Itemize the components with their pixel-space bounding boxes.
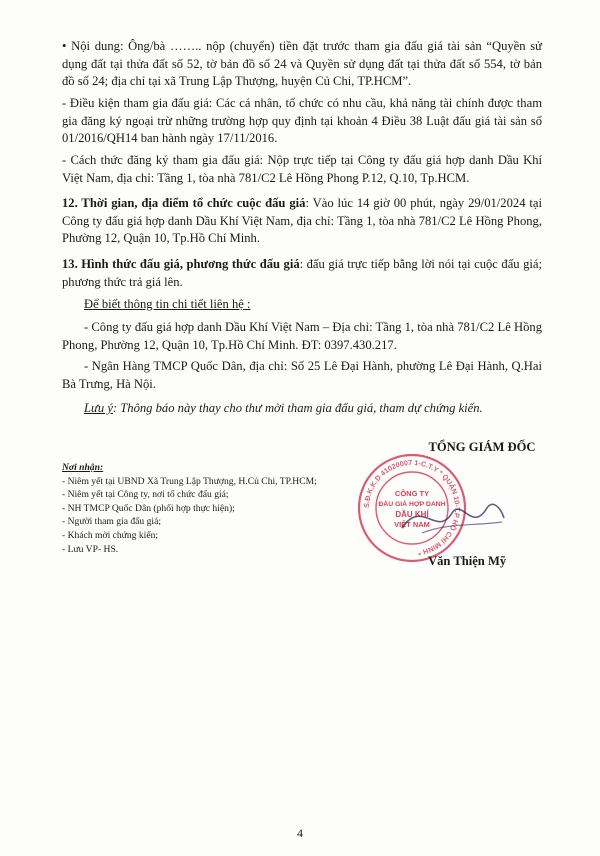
recipient-item: - NH TMCP Quốc Dân (phối hợp thực hiện);: [62, 502, 235, 514]
seal-line-4: VIỆT NAM: [394, 520, 430, 529]
section-12-body: : Vào lúc 14 giờ 00 phút, ngày 29/01/2024 tại Công ty đấu giá hợp danh Dầu Khí Việt Nam, địa chỉ: Tầng 1, tòa nhà 781/C2 Lê Hồng Phong, Phường 12, Quận 10, Tp.Hồ Chí Minh.: [62, 196, 542, 246]
recipient-item: - Khách mời chứng kiến;: [62, 529, 159, 541]
recipient-item: - Lưu VP- HS.: [62, 543, 119, 555]
seal-line-3: DẦU KHÍ: [395, 510, 429, 519]
recipient-item: - Niêm yết tại UBND Xã Trung Lập Thượng, H.Củ Chi, TP.HCM;: [62, 475, 317, 487]
section-12-heading: 12. Thời gian, địa điểm tổ chức cuộc đấu giá: [62, 196, 306, 210]
note-body: : Thông báo này thay cho thư mời tham gia đấu giá, tham dự chứng kiến.: [112, 401, 483, 415]
signer-name: Văn Thiện Mỹ: [428, 554, 507, 568]
participation-conditions-paragraph: - Điều kiện tham gia đấu giá: Các cá nhân, tổ chức có nhu cầu, khả năng tài chính được tham gia đăng ký ngoại trừ những trường hợp quy định tại khoản 4 Điều 38 Luật đấu giá tài sản số 01/2016/QH14 ban hành ngày 17/11/2016.: [62, 96, 542, 146]
contact-heading: Để biết thông tin chi tiết liên hệ :: [84, 297, 251, 311]
section-12-paragraph: [62, 195, 542, 248]
contact-bank: - Ngân Hàng TMCP Quốc Dân, địa chỉ: Số 25 Lê Đại Hành, phường Lê Đại Hành, Q.Hai Bà Trưng, Hà Nội.: [62, 359, 542, 391]
contact-company: - Công ty đấu giá hợp danh Dầu Khí Việt Nam – Địa chỉ: Tầng 1, tòa nhà 781/C2 Lê Hồng Phong, Phường 12, Quận 10, Tp.Hồ Chí Minh. ĐT: 0397.430.217.: [62, 320, 542, 352]
note-paragraph: [62, 400, 542, 418]
page-number: 4: [297, 826, 303, 840]
note-label: Lưu ý: [84, 401, 113, 415]
section-13-body: : đấu giá trực tiếp bằng lời nói tại cuộc đấu giá; phương thức trả giá lên.: [62, 257, 542, 289]
recipients-heading: Nơi nhận:: [62, 462, 104, 473]
signer-title: TỔNG GIÁM ĐỐC: [428, 440, 536, 454]
recipients-block: [62, 461, 382, 556]
deposit-content-paragraph: • Nội dung: Ông/bà …….. nộp (chuyển) tiền đặt trước tham gia đấu giá tài sản “Quyền sử dụng đất tại thửa đất số 52, tờ bản đồ số 24 và Quyền sử dụng đất tại thửa đất số 554, tờ bản đồ số 24; địa chỉ tại xã Trung Lập Thượng, huyện Củ Chi, TP.HCM”.: [62, 39, 542, 89]
section-13-paragraph: [62, 256, 542, 291]
seal-line-1: CÔNG TY: [394, 489, 430, 498]
recipient-item: - Người tham gia đấu giá;: [62, 516, 161, 528]
seal-line-2: ĐẤU GIÁ HỢP DANH: [378, 501, 446, 508]
registration-method-paragraph: - Cách thức đăng ký tham gia đấu giá: Nộp trực tiếp tại Công ty đấu giá hợp danh Dầu Khí Việt Nam, địa chỉ: Tầng 1, tòa nhà 781/C2 Lê Hồng Phong P.12, Q.10, Tp.HCM.: [62, 153, 542, 185]
handwritten-signature: [392, 488, 512, 548]
recipient-item: - Niêm yết tại Công ty, nơi tổ chức đấu giá;: [62, 489, 229, 501]
section-13-heading: 13. Hình thức đấu giá, phương thức đấu giá: [62, 257, 300, 271]
seal-ring-text: S.Đ.K.K.D 41020007 1-C.T.Y * QUẬN 10-T.P HỒ CHÍ MINH *: [361, 457, 463, 558]
